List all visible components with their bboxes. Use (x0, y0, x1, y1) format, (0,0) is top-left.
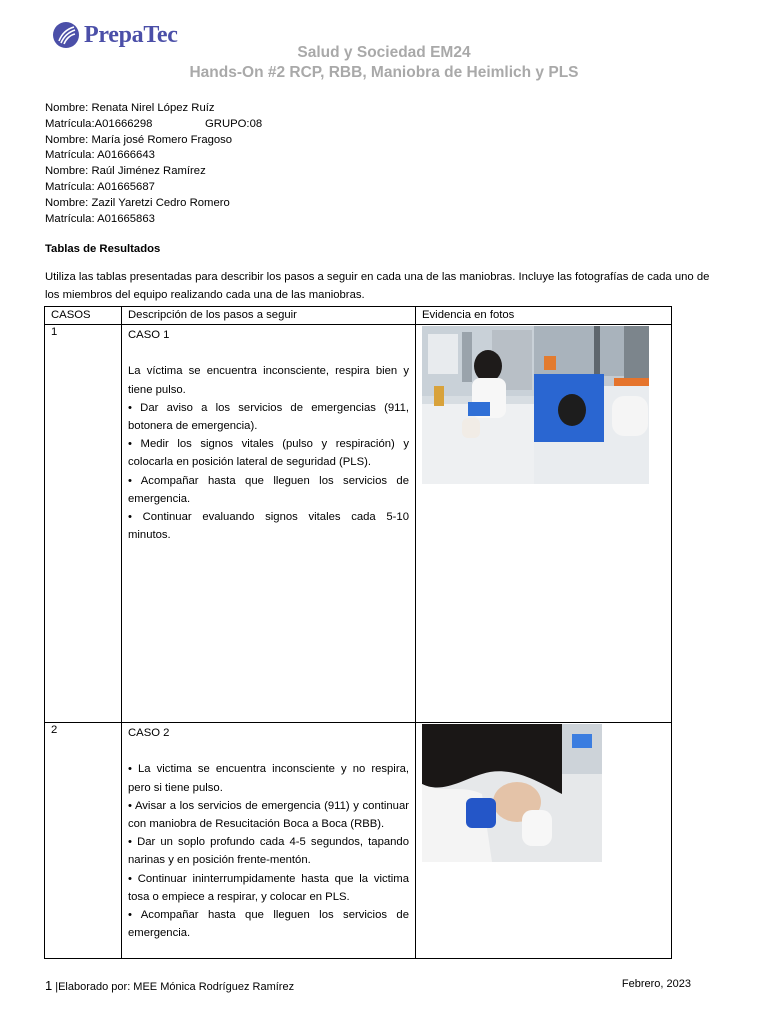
case-step: • Acompañar hasta que lleguen los servicios de emergencia. (128, 909, 409, 940)
activity-title: Hands-On #2 RCP, RBB, Maniobra de Heimlich y PLS (189, 64, 579, 81)
case-step: • Medir los signos vitales (pulso y respiración) y colocarla en posición lateral de seguridad (PLS). (128, 438, 409, 469)
case-step: • Dar un soplo profundo cada 4-5 segundos, tapando narinas y en posición frente-mentón. (128, 836, 409, 867)
member-line: Matrícula: A01666643 (45, 149, 155, 162)
table-row (45, 723, 672, 959)
section-title: Tablas de Resultados (45, 243, 161, 255)
case-step: • Continuar ininterrumpidamente hasta que la victima tosa o empiece a respirar, y colocar en PLS. (128, 872, 409, 903)
case-step: • La victima se encuentra inconsciente y no respira, pero si tiene pulso. (128, 763, 409, 794)
case-step: • Dar aviso a los servicios de emergencias (911, botonera de emergencia). (128, 401, 409, 432)
header-casos: CASOS (45, 307, 122, 325)
evidence-photo (534, 326, 649, 484)
header-evidence: Evidencia en fotos (416, 307, 672, 325)
document-title (0, 43, 768, 83)
group-label: GRUPO:08 (205, 117, 263, 130)
footer-author: |Elaborado por: MEE Mónica Rodríguez Ramírez (55, 981, 295, 993)
case-evidence (416, 325, 672, 723)
case-title: CASO 2 (128, 727, 170, 739)
member-line: Nombre: Raúl Jiménez Ramírez (45, 165, 206, 178)
evidence-photo (422, 724, 602, 862)
case-evidence (416, 723, 672, 959)
member-line: Matrícula: A01665687 (45, 180, 155, 193)
case-description (122, 723, 416, 959)
team-members (45, 101, 263, 227)
page-footer (45, 978, 691, 993)
course-title: Salud y Sociedad EM24 (297, 44, 471, 61)
member-line: Nombre: Zazil Yaretzi Cedro Romero (45, 196, 230, 209)
footer-author-block (45, 978, 294, 993)
header-description: Descripción de los pasos a seguir (122, 307, 416, 325)
case-step: La víctima se encuentra inconsciente, respira bien y tiene pulso. (128, 365, 409, 396)
case-step: • Avisar a los servicios de emergencia (911) y continuar con maniobra de Resucitación Boca a Boca (RBB). (128, 799, 409, 830)
page-number: 1 (45, 978, 53, 993)
case-number: 2 (45, 723, 122, 959)
member-line: Matrícula: A01665863 (45, 212, 155, 225)
instructions-paragraph: Utiliza las tablas presentadas para describir los pasos a seguir en cada una de las maniobras. Incluye las fotografías de cada uno de los miembros del equipo realizando cada una de las maniobras. (45, 271, 710, 301)
member-line (45, 117, 263, 133)
case-step: • Continuar evaluando signos vitales cada 5-10 minutos. (128, 511, 409, 542)
case-number: 1 (45, 325, 122, 723)
results-table (44, 306, 672, 959)
case-description (122, 325, 416, 723)
footer-date: Febrero, 2023 (621, 978, 691, 990)
member-line: Nombre: Renata Nirel López Ruíz (45, 102, 215, 114)
logo-text: PrepaTec (84, 21, 178, 48)
member-line: Nombre: María josé Romero Fragoso (45, 133, 233, 146)
member-matricula: Matrícula:A01666298 (45, 117, 153, 130)
case-step: • Acompañar hasta que lleguen los servicios de emergencia. (128, 474, 409, 505)
evidence-photo (422, 326, 534, 484)
table-row (45, 325, 672, 723)
case-title: CASO 1 (128, 329, 170, 341)
table-header-row (45, 307, 672, 325)
